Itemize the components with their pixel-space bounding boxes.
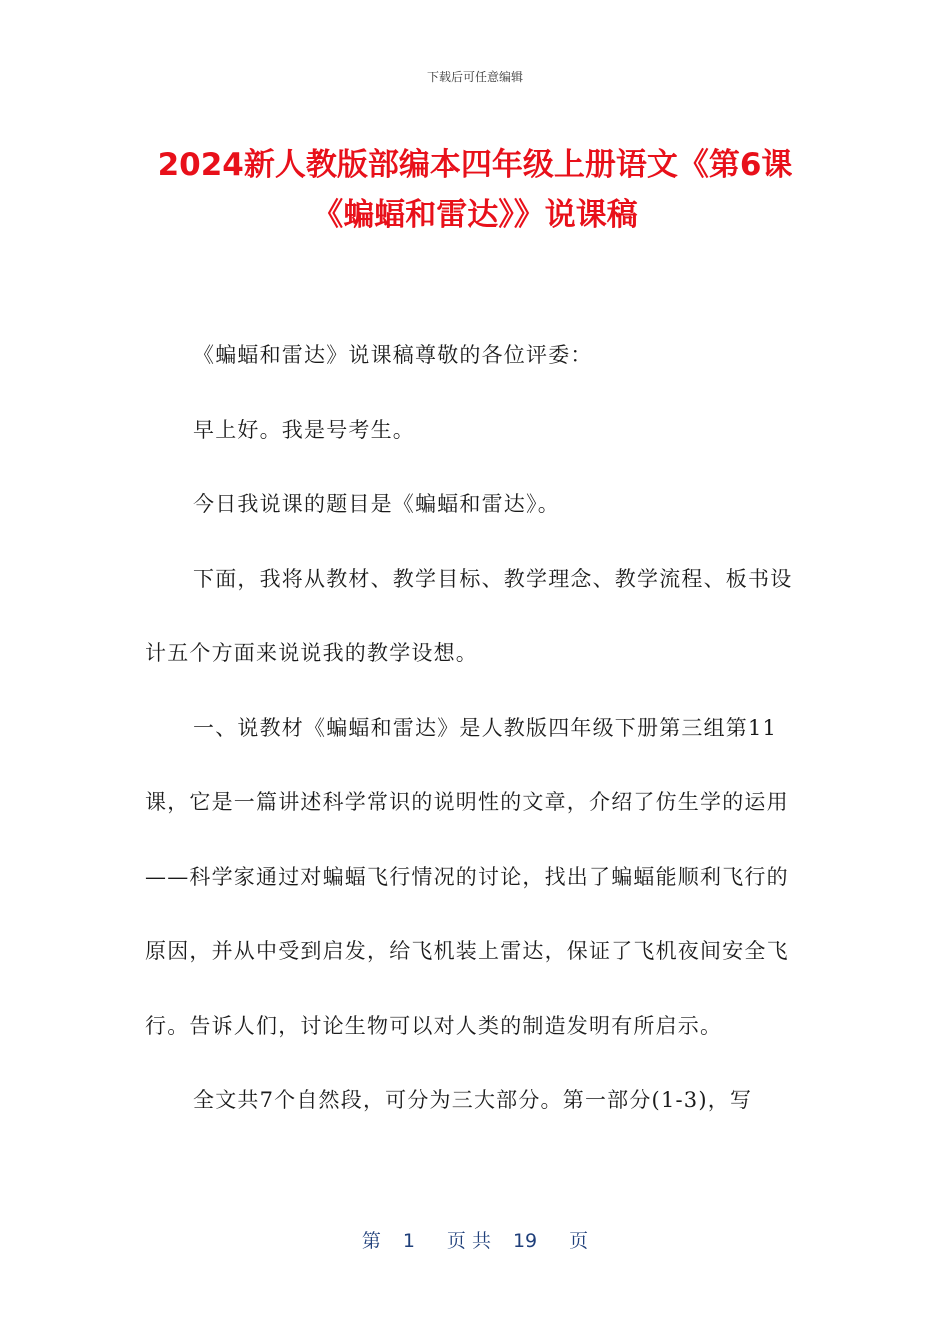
header-note: 下载后可任意编辑 bbox=[426, 70, 523, 84]
paragraph-greeting: 《蝙蝠和雷达》说课稿尊敬的各位评委： bbox=[193, 343, 593, 367]
page-label-suffix: 页 bbox=[569, 1230, 589, 1252]
total-page-count: 19 bbox=[512, 1230, 538, 1252]
document-body bbox=[145, 318, 805, 1138]
document-title: 2024新人教版部编本四年级上册语文《第6课《蝙蝠和雷达》》说课稿 bbox=[157, 147, 793, 233]
paragraph-topic: 今日我说课的题目是《蝙蝠和雷达》。 bbox=[193, 492, 560, 516]
paragraph-textbook: 一、说教材《蝙蝠和雷达》是人教版四年级下册第三组第11课，它是一篇讲述科学常识的说明性的文章，介绍了仿生学的运用——科学家通过对蝙蝠飞行情况的讨论，找出了蝙蝠能顺利飞行的原因，并从中受到启发，给飞机装上雷达，保证了飞机夜间安全飞行。告诉人们，讨论生物可以对人类的制造发明有所启示。 bbox=[145, 715, 789, 1038]
page-footer bbox=[0, 1226, 950, 1253]
current-page-number: 1 bbox=[402, 1230, 415, 1252]
page-label-prefix: 第 bbox=[361, 1230, 381, 1252]
page-label-middle: 页 共 bbox=[446, 1230, 491, 1252]
paragraph-structure: 全文共7个自然段，可分为三大部分。第一部分(1-3)，写 bbox=[193, 1088, 753, 1112]
paragraph-intro: 早上好。我是号考生。 bbox=[193, 417, 415, 442]
paragraph-outline: 下面，我将从教材、教学目标、教学理念、教学流程、板书设计五个方面来说说我的教学设想。 bbox=[145, 566, 793, 665]
